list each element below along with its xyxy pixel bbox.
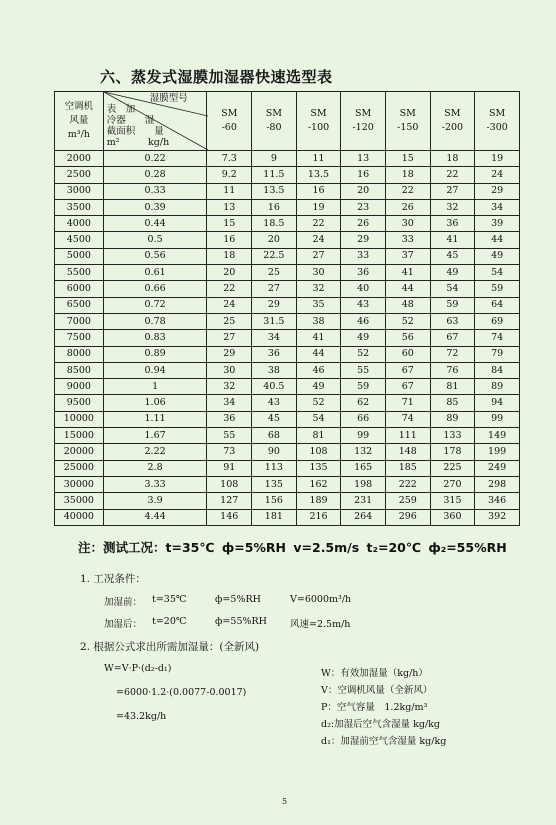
humidification-cell: 38 [296, 313, 341, 329]
airflow-cell: 3000 [55, 183, 104, 199]
table-row [55, 411, 520, 427]
humidification-cell: 15 [207, 216, 252, 232]
humidification-cell: 89 [430, 411, 475, 427]
airflow-cell: 30000 [55, 476, 104, 492]
humidification-cell: 46 [341, 313, 386, 329]
humidification-cell: 231 [341, 493, 386, 509]
model-header [430, 92, 475, 151]
humidification-cell: 30 [207, 362, 252, 378]
table-row [55, 216, 520, 232]
humidification-cell: 149 [475, 428, 520, 444]
humidification-cell: 11.5 [252, 167, 297, 183]
humidification-cell: 48 [385, 297, 430, 313]
humidification-cell: 74 [385, 411, 430, 427]
humidification-cell: 27 [207, 330, 252, 346]
coil-area-cell: 0.66 [103, 281, 207, 297]
humidification-cell: 67 [430, 330, 475, 346]
humidification-cell: 67 [385, 362, 430, 378]
humidification-cell: 52 [341, 346, 386, 362]
airflow-cell: 3500 [55, 199, 104, 215]
before-temperature: t=35℃ [152, 594, 187, 605]
model-name-part: SM [221, 108, 238, 119]
humidification-cell: 37 [385, 248, 430, 264]
humidification-cell: 63 [430, 313, 475, 329]
humidification-cell: 25 [252, 265, 297, 281]
humidification-cell: 132 [341, 444, 386, 460]
humidification-cell: 30 [296, 265, 341, 281]
table-row [55, 199, 520, 215]
table-row [55, 183, 520, 199]
humidification-cell: 178 [430, 444, 475, 460]
humidification-cell: 27 [252, 281, 297, 297]
humidification-cell: 20 [207, 265, 252, 281]
airflow-cell: 10000 [55, 411, 104, 427]
humidification-cell: 36 [430, 216, 475, 232]
table-row [55, 248, 520, 264]
humidification-cell: 54 [430, 281, 475, 297]
humidification-cell: 346 [475, 493, 520, 509]
humidification-cell: 29 [252, 297, 297, 313]
humidification-cell: 36 [207, 411, 252, 427]
coil-area-cell: 0.78 [103, 313, 207, 329]
humidification-cell: 43 [252, 395, 297, 411]
coil-area-cell: 1.67 [103, 428, 207, 444]
airflow-cell: 5000 [55, 248, 104, 264]
model-header [385, 92, 430, 151]
humidification-cell: 84 [475, 362, 520, 378]
humidification-cell: 16 [341, 167, 386, 183]
coil-area-cell: 3.9 [103, 493, 207, 509]
humidification-cell: 36 [252, 346, 297, 362]
humidification-cell: 59 [341, 379, 386, 395]
model-name-part: -120 [352, 122, 374, 133]
humidification-cell: 259 [385, 493, 430, 509]
humidification-cell: 99 [341, 428, 386, 444]
humidification-cell: 189 [296, 493, 341, 509]
humidification-cell: 113 [252, 460, 297, 476]
humidification-cell: 16 [252, 199, 297, 215]
humidification-cell: 27 [430, 183, 475, 199]
humidification-cell: 33 [385, 232, 430, 248]
humidification-cell: 11 [296, 151, 341, 167]
humidification-cell: 34 [252, 330, 297, 346]
table-row [55, 476, 520, 492]
humidification-cell: 25 [207, 313, 252, 329]
humidification-cell: 111 [385, 428, 430, 444]
airflow-header [55, 92, 104, 151]
coil-area-cell: 0.61 [103, 265, 207, 281]
coil-area-cell: 0.94 [103, 362, 207, 378]
section1-heading: 1. 工况条件： [80, 573, 146, 585]
humidification-cell: 22 [385, 183, 430, 199]
humidification-cell: 16 [207, 232, 252, 248]
humidification-cell: 24 [475, 167, 520, 183]
table-row [55, 313, 520, 329]
humidification-cell: 22.5 [252, 248, 297, 264]
model-name-part: -60 [221, 122, 237, 133]
airflow-cell: 6000 [55, 281, 104, 297]
after-humidity: ф=55%RH [215, 616, 267, 627]
humidification-cell: 49 [430, 265, 475, 281]
coil-area-cell: 2.8 [103, 460, 207, 476]
humidification-cell: 29 [475, 183, 520, 199]
table-row [55, 167, 520, 183]
airflow-header-line-3: m³/h [67, 129, 90, 140]
model-header [252, 92, 297, 151]
table-row [55, 265, 520, 281]
airflow-cell: 9000 [55, 379, 104, 395]
humidification-cell: 35 [296, 297, 341, 313]
humidification-cell: 7.3 [207, 151, 252, 167]
humidification-cell: 27 [296, 248, 341, 264]
model-name-part: SM [265, 108, 282, 119]
airflow-cell: 5500 [55, 265, 104, 281]
diag-row-label-1: 表 加 [106, 104, 136, 115]
humidification-cell: 55 [341, 362, 386, 378]
humidification-cell: 26 [341, 216, 386, 232]
before-humidity: ф=5%RH [215, 594, 261, 605]
humidification-cell: 264 [341, 509, 386, 525]
formula-line-3: =43.2kg/h [116, 711, 167, 722]
humidification-cell: 45 [252, 411, 297, 427]
model-name-part: -80 [266, 122, 282, 133]
formula-line-2: =6000·1.2·(0.0077-0.0017) [116, 687, 247, 698]
humidification-cell: 249 [475, 460, 520, 476]
humidification-cell: 270 [430, 476, 475, 492]
humidification-cell: 9 [252, 151, 297, 167]
legend-item: d₁：加湿前空气含湿量 kg/kg [321, 736, 447, 747]
humidification-cell: 19 [475, 151, 520, 167]
airflow-cell: 40000 [55, 509, 104, 525]
coil-area-cell: 0.89 [103, 346, 207, 362]
humidification-cell: 74 [475, 330, 520, 346]
coil-area-cell: 0.83 [103, 330, 207, 346]
coil-area-cell: 3.33 [103, 476, 207, 492]
humidification-cell: 135 [296, 460, 341, 476]
legend-item: d₂:加湿后空气含湿量 kg/kg [321, 719, 440, 730]
humidification-cell: 79 [475, 346, 520, 362]
humidification-cell: 108 [296, 444, 341, 460]
airflow-cell: 8000 [55, 346, 104, 362]
section2-heading: 2. 根据公式求出所需加湿量：(全新风) [80, 641, 260, 653]
model-name-part: -300 [486, 122, 508, 133]
model-header [341, 92, 386, 151]
humidification-cell: 185 [385, 460, 430, 476]
model-header [475, 92, 520, 151]
humidification-cell: 34 [207, 395, 252, 411]
model-name-part: -100 [307, 122, 330, 133]
humidification-cell: 18 [385, 167, 430, 183]
humidification-cell: 81 [430, 379, 475, 395]
humidification-cell: 29 [341, 232, 386, 248]
airflow-cell: 9500 [55, 395, 104, 411]
table-row [55, 509, 520, 525]
humidification-cell: 81 [296, 428, 341, 444]
airflow-cell: 7000 [55, 313, 104, 329]
humidification-cell: 41 [296, 330, 341, 346]
humidification-cell: 181 [252, 509, 297, 525]
humidification-cell: 39 [475, 216, 520, 232]
humidification-cell: 49 [296, 379, 341, 395]
model-name-part: -200 [441, 122, 464, 133]
humidification-cell: 18 [430, 151, 475, 167]
humidification-cell: 52 [296, 395, 341, 411]
humidification-cell: 162 [296, 476, 341, 492]
airflow-cell: 6500 [55, 297, 104, 313]
airflow-cell: 8500 [55, 362, 104, 378]
humidification-cell: 133 [430, 428, 475, 444]
model-name-part: SM [399, 108, 416, 119]
humidification-cell: 76 [430, 362, 475, 378]
model-header [207, 92, 252, 151]
humidification-cell: 94 [475, 395, 520, 411]
humidification-cell: 20 [252, 232, 297, 248]
after-air-speed: 风速=2.5m/h [290, 619, 351, 630]
diagonal-header [103, 92, 207, 151]
table-row [55, 297, 520, 313]
legend-item: V：空调机风量（全新风） [321, 685, 433, 696]
humidification-cell: 43 [341, 297, 386, 313]
humidification-cell: 32 [207, 379, 252, 395]
humidification-cell: 52 [385, 313, 430, 329]
table-row [55, 428, 520, 444]
airflow-header-line-2: 风量 [69, 115, 89, 126]
humidification-cell: 99 [475, 411, 520, 427]
humidification-cell: 54 [475, 265, 520, 281]
humidification-cell: 59 [430, 297, 475, 313]
table-row [55, 460, 520, 476]
coil-area-cell: 0.44 [103, 216, 207, 232]
humidification-cell: 22 [430, 167, 475, 183]
table-row [55, 493, 520, 509]
humidification-cell: 64 [475, 297, 520, 313]
test-conditions-note: 注：测试工况：t=35℃ ф=5%RH v=2.5m/s t₂=20℃ ф₂=55%RH [78, 540, 507, 555]
coil-area-cell: 0.33 [103, 183, 207, 199]
humidification-cell: 18.5 [252, 216, 297, 232]
humidification-cell: 32 [430, 199, 475, 215]
humidification-cell: 41 [430, 232, 475, 248]
page-title: 六、蒸发式湿膜加湿器快速选型表 [100, 68, 333, 86]
humidification-cell: 30 [385, 216, 430, 232]
humidification-cell: 41 [385, 265, 430, 281]
coil-area-cell: 0.28 [103, 167, 207, 183]
humidification-cell: 44 [296, 346, 341, 362]
humidification-cell: 24 [296, 232, 341, 248]
table-body [55, 151, 520, 526]
humidification-cell: 67 [385, 379, 430, 395]
coil-area-cell: 2.22 [103, 444, 207, 460]
humidification-cell: 165 [341, 460, 386, 476]
humidification-cell: 26 [385, 199, 430, 215]
humidification-cell: 29 [207, 346, 252, 362]
humidification-cell: 66 [341, 411, 386, 427]
table-row [55, 379, 520, 395]
page-number: 5 [282, 797, 288, 806]
humidification-cell: 23 [341, 199, 386, 215]
after-label: 加湿后： [104, 619, 143, 630]
humidification-cell: 135 [252, 476, 297, 492]
humidification-cell: 49 [341, 330, 386, 346]
humidification-cell: 19 [296, 199, 341, 215]
humidification-cell: 46 [296, 362, 341, 378]
humidification-cell: 148 [385, 444, 430, 460]
humidification-cell: 71 [385, 395, 430, 411]
humidification-cell: 146 [207, 509, 252, 525]
humidification-cell: 72 [430, 346, 475, 362]
selection-table [54, 91, 520, 526]
humidification-cell: 127 [207, 493, 252, 509]
after-temperature: t=20℃ [152, 616, 187, 627]
coil-area-cell: 0.5 [103, 232, 207, 248]
table-row [55, 232, 520, 248]
humidification-cell: 68 [252, 428, 297, 444]
humidification-cell: 69 [475, 313, 520, 329]
humidification-cell: 11 [207, 183, 252, 199]
humidification-cell: 9.2 [207, 167, 252, 183]
humidification-cell: 38 [252, 362, 297, 378]
coil-area-cell: 0.72 [103, 297, 207, 313]
humidification-cell: 33 [341, 248, 386, 264]
model-name-part: SM [355, 108, 372, 119]
humidification-cell: 44 [475, 232, 520, 248]
humidification-cell: 198 [341, 476, 386, 492]
humidification-cell: 20 [341, 183, 386, 199]
diag-row-label-4: m² kg/h [106, 137, 170, 148]
humidification-cell: 59 [475, 281, 520, 297]
coil-area-cell: 1 [103, 379, 207, 395]
table-row [55, 151, 520, 167]
airflow-header-line-1: 空调机 [64, 101, 94, 112]
humidification-cell: 18 [207, 248, 252, 264]
humidification-cell: 55 [207, 428, 252, 444]
coil-area-cell: 0.39 [103, 199, 207, 215]
legend-item: W：有效加湿量（kg/h） [321, 668, 428, 679]
humidification-cell: 54 [296, 411, 341, 427]
diag-row-label-3: 截面积 量 [106, 126, 164, 137]
airflow-cell: 7500 [55, 330, 104, 346]
humidification-cell: 89 [475, 379, 520, 395]
humidification-cell: 360 [430, 509, 475, 525]
airflow-cell: 2500 [55, 167, 104, 183]
humidification-cell: 199 [475, 444, 520, 460]
humidification-cell: 16 [296, 183, 341, 199]
coil-area-cell: 1.06 [103, 395, 207, 411]
airflow-cell: 15000 [55, 428, 104, 444]
humidification-cell: 108 [207, 476, 252, 492]
humidification-cell: 31.5 [252, 313, 297, 329]
airflow-cell: 35000 [55, 493, 104, 509]
model-header [296, 92, 341, 151]
airflow-cell: 4500 [55, 232, 104, 248]
humidification-cell: 13 [207, 199, 252, 215]
airflow-cell: 4000 [55, 216, 104, 232]
humidification-cell: 13.5 [252, 183, 297, 199]
model-name-part: -150 [397, 122, 419, 133]
model-name-part: SM [310, 108, 327, 119]
table-row [55, 346, 520, 362]
humidification-cell: 73 [207, 444, 252, 460]
humidification-cell: 49 [475, 248, 520, 264]
humidification-cell: 15 [385, 151, 430, 167]
table-row [55, 444, 520, 460]
humidification-cell: 32 [296, 281, 341, 297]
table-row [55, 395, 520, 411]
humidification-cell: 56 [385, 330, 430, 346]
humidification-cell: 40 [341, 281, 386, 297]
airflow-cell: 20000 [55, 444, 104, 460]
airflow-cell: 25000 [55, 460, 104, 476]
table-row [55, 281, 520, 297]
humidification-cell: 13.5 [296, 167, 341, 183]
humidification-cell: 36 [341, 265, 386, 281]
humidification-cell: 298 [475, 476, 520, 492]
diag-row-label-2: 冷器 湿 [106, 115, 155, 126]
humidification-cell: 216 [296, 509, 341, 525]
humidification-cell: 22 [207, 281, 252, 297]
humidification-cell: 85 [430, 395, 475, 411]
humidification-cell: 392 [475, 509, 520, 525]
airflow-cell: 2000 [55, 151, 104, 167]
humidification-cell: 44 [385, 281, 430, 297]
humidification-cell: 24 [207, 297, 252, 313]
humidification-cell: 315 [430, 493, 475, 509]
before-label: 加湿前： [104, 597, 143, 608]
humidification-cell: 90 [252, 444, 297, 460]
humidification-cell: 156 [252, 493, 297, 509]
humidification-cell: 40.5 [252, 379, 297, 395]
humidification-cell: 22 [296, 216, 341, 232]
humidification-cell: 296 [385, 509, 430, 525]
humidification-cell: 13 [341, 151, 386, 167]
humidification-cell: 45 [430, 248, 475, 264]
table-row [55, 330, 520, 346]
humidification-cell: 60 [385, 346, 430, 362]
table-row [55, 362, 520, 378]
humidification-cell: 91 [207, 460, 252, 476]
model-name-part: SM [444, 108, 461, 119]
legend-item: P：空气容量 1.2kg/m³ [321, 702, 428, 713]
coil-area-cell: 4.44 [103, 509, 207, 525]
before-airflow: V=6000m³/h [290, 594, 352, 605]
coil-area-cell: 0.22 [103, 151, 207, 167]
coil-area-cell: 1.11 [103, 411, 207, 427]
coil-area-cell: 0.56 [103, 248, 207, 264]
humidification-cell: 34 [475, 199, 520, 215]
model-label: 湿膜型号 [149, 93, 188, 104]
humidification-cell: 225 [430, 460, 475, 476]
model-name-part: SM [489, 108, 506, 119]
table-header [55, 92, 520, 151]
humidification-cell: 222 [385, 476, 430, 492]
humidification-cell: 62 [341, 395, 386, 411]
formula-line-1: W=V·P·(d₂-d₁) [104, 663, 172, 674]
